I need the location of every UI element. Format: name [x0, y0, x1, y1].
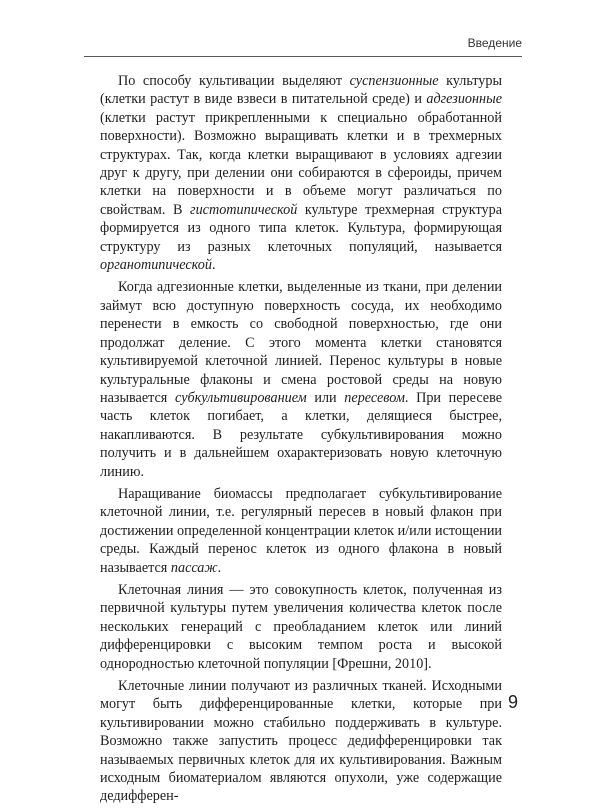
running-head-section-title: Введение: [467, 36, 522, 50]
paragraph: [100, 677, 502, 806]
paragraph: [100, 485, 502, 577]
text-run: Клеточная линия — это совокупность клеток, полученная из первичной культуры путем увеличения количества клеток после нескольких генераций с преобладанием клеток или линий дифференцировки с высоким темпом роста и высокой однородностью клеточной популяции [Фрешни, 2010].: [100, 581, 502, 672]
italic-term: пассаж: [170, 559, 218, 576]
text-run: Когда адгезионные клетки, выделенные из ткани, при делении займут всю доступную поверхность сосуда, их необходимо перенести в емкость со свободной поверхностью, где они продолжат деление. С этого момента клетки становятся культивируемой клеточной линией. Перенос культуры в новые культуральные флаконы и смена ростовой среды на новую называется: [100, 279, 502, 406]
italic-term: пересевом: [344, 389, 405, 406]
italic-term: субкультивированием: [175, 389, 307, 406]
text-run: По способу культивации выделяют: [118, 73, 350, 89]
paragraph: [100, 581, 502, 673]
italic-term: гистотипической: [190, 201, 298, 218]
text-run: .: [211, 257, 216, 274]
paragraph: [100, 278, 502, 480]
text-run: культуре трехмерная структура формируется из одного типа клеток. Культура, формирующая структуру из разных клеточных популяций, называется: [100, 201, 503, 255]
text-run: .: [217, 559, 222, 576]
text-run: или: [306, 389, 345, 406]
paragraph: [100, 72, 502, 274]
text-run: Клеточные линии получают из различных тканей. Исходными могут быть дифференцированные клетки, которые при культивировании можно стабильно поддерживать в культуре. Возможно также запустить процесс дедифференцировки так называемых первичных клеток для их культивирования. Важным исходным биоматериалом являются опухоли, уже содержащие дедифферен-: [100, 678, 502, 805]
body-text: [100, 72, 502, 810]
text-run: культуры (клетки растут в виде взвеси в питательной среде) и: [100, 73, 502, 108]
italic-term: суспензионные: [349, 73, 439, 89]
text-run: . При пересеве часть клеток погибает, а клетки, делящиеся быстрее, накапливаются. В результате субкультивирования можно получить и в дальнейшем охарактеризовать новую клеточную линию.: [100, 389, 502, 480]
italic-term: органотипической: [100, 257, 212, 274]
italic-term: адгезионные: [426, 91, 502, 108]
header-rule: [84, 56, 522, 57]
text-run: (клетки растут прикрепленными к специально обработанной поверхности). Возможно выращивать клетки и в трехмерных структурах. Так, когда клетки выращивают в условиях адгезии друг к другу, при делении они собираются в сфероиды, причем клетки на поверхности и в объеме могут различаться по свойствам. В: [100, 109, 502, 218]
page-number: 9: [507, 692, 518, 712]
text-run: Наращивание биомассы предполагает субкультивирование клеточной линии, т.е. регулярный пересев в новый флакон при достижении определенной концентрации клеток и/или истощении среды. Каждый перенос клеток из одного флакона в новый называется: [100, 485, 502, 576]
